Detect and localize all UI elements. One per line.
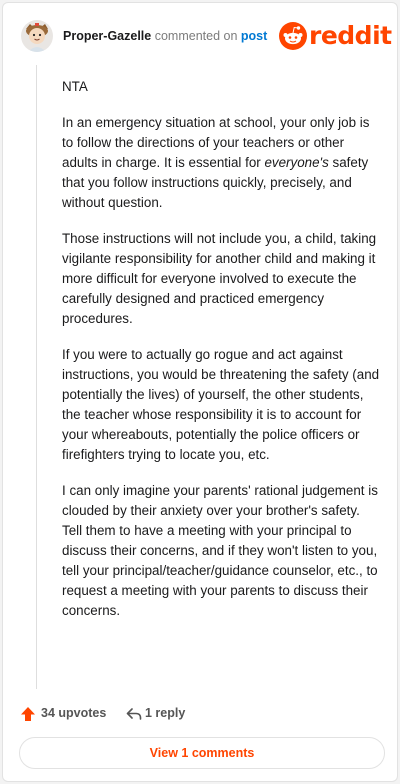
comment-body [62,77,380,637]
post-link[interactable]: post [240,29,268,43]
action-text: commented on [154,29,238,43]
reddit-logo[interactable] [279,21,392,51]
reddit-alien-icon [279,22,307,50]
username-link[interactable]: Proper-Gazelle [63,29,152,43]
upvote-count: 34 upvotes [41,706,107,720]
comment-paragraph: NTA [62,79,88,94]
comment-text: safety that you follow instructions quickly, precisely, and without question. [62,155,369,210]
comment-paragraph: Those instructions will not include you, a child, taking vigilante responsibility for another child and making it more difficult for everyone involved to execute the carefully designed and practiced emergency procedures. [62,231,377,326]
comment-paragraph: I can only imagine your parents' rational judgement is clouded by their anxiety over your brother's safety. Tell them to have a meeting with your principal to discuss their concerns, and if they won't listen to you, tell your principal/teacher/guidance counselor, etc., to request a meeting with your parents to discuss their concerns. [62,483,378,618]
reply-arrow-icon[interactable] [125,705,143,723]
avatar[interactable] [21,20,53,52]
comment-paragraph: If you were to actually go rogue and act against instructions, you would be threatening the safety (and potentially the lives) of yourself, the other students, the teacher whose responsibility it is to account for your whereabouts, potentially the police officers or firefighters trying to locate you, etc. [62,347,380,462]
view-comments-button[interactable]: View 1 comments [19,737,385,769]
comment-actions [19,703,389,725]
reddit-wordmark: reddit [309,21,392,50]
emphasis-text: everyone's [264,155,329,170]
comment-card [2,2,398,782]
upvote-arrow-icon[interactable] [19,705,37,723]
avatar-illustration-icon [21,20,53,52]
reply-count[interactable]: 1 reply [145,706,186,720]
comment-header [17,17,392,55]
thread-line[interactable] [36,65,37,689]
comment-text: In an emergency situation at school, your only job is to follow the directions of your teachers or other adults in charge. It is essential for [62,115,370,170]
comment-paragraph [62,113,380,213]
comment-meta [63,28,267,44]
